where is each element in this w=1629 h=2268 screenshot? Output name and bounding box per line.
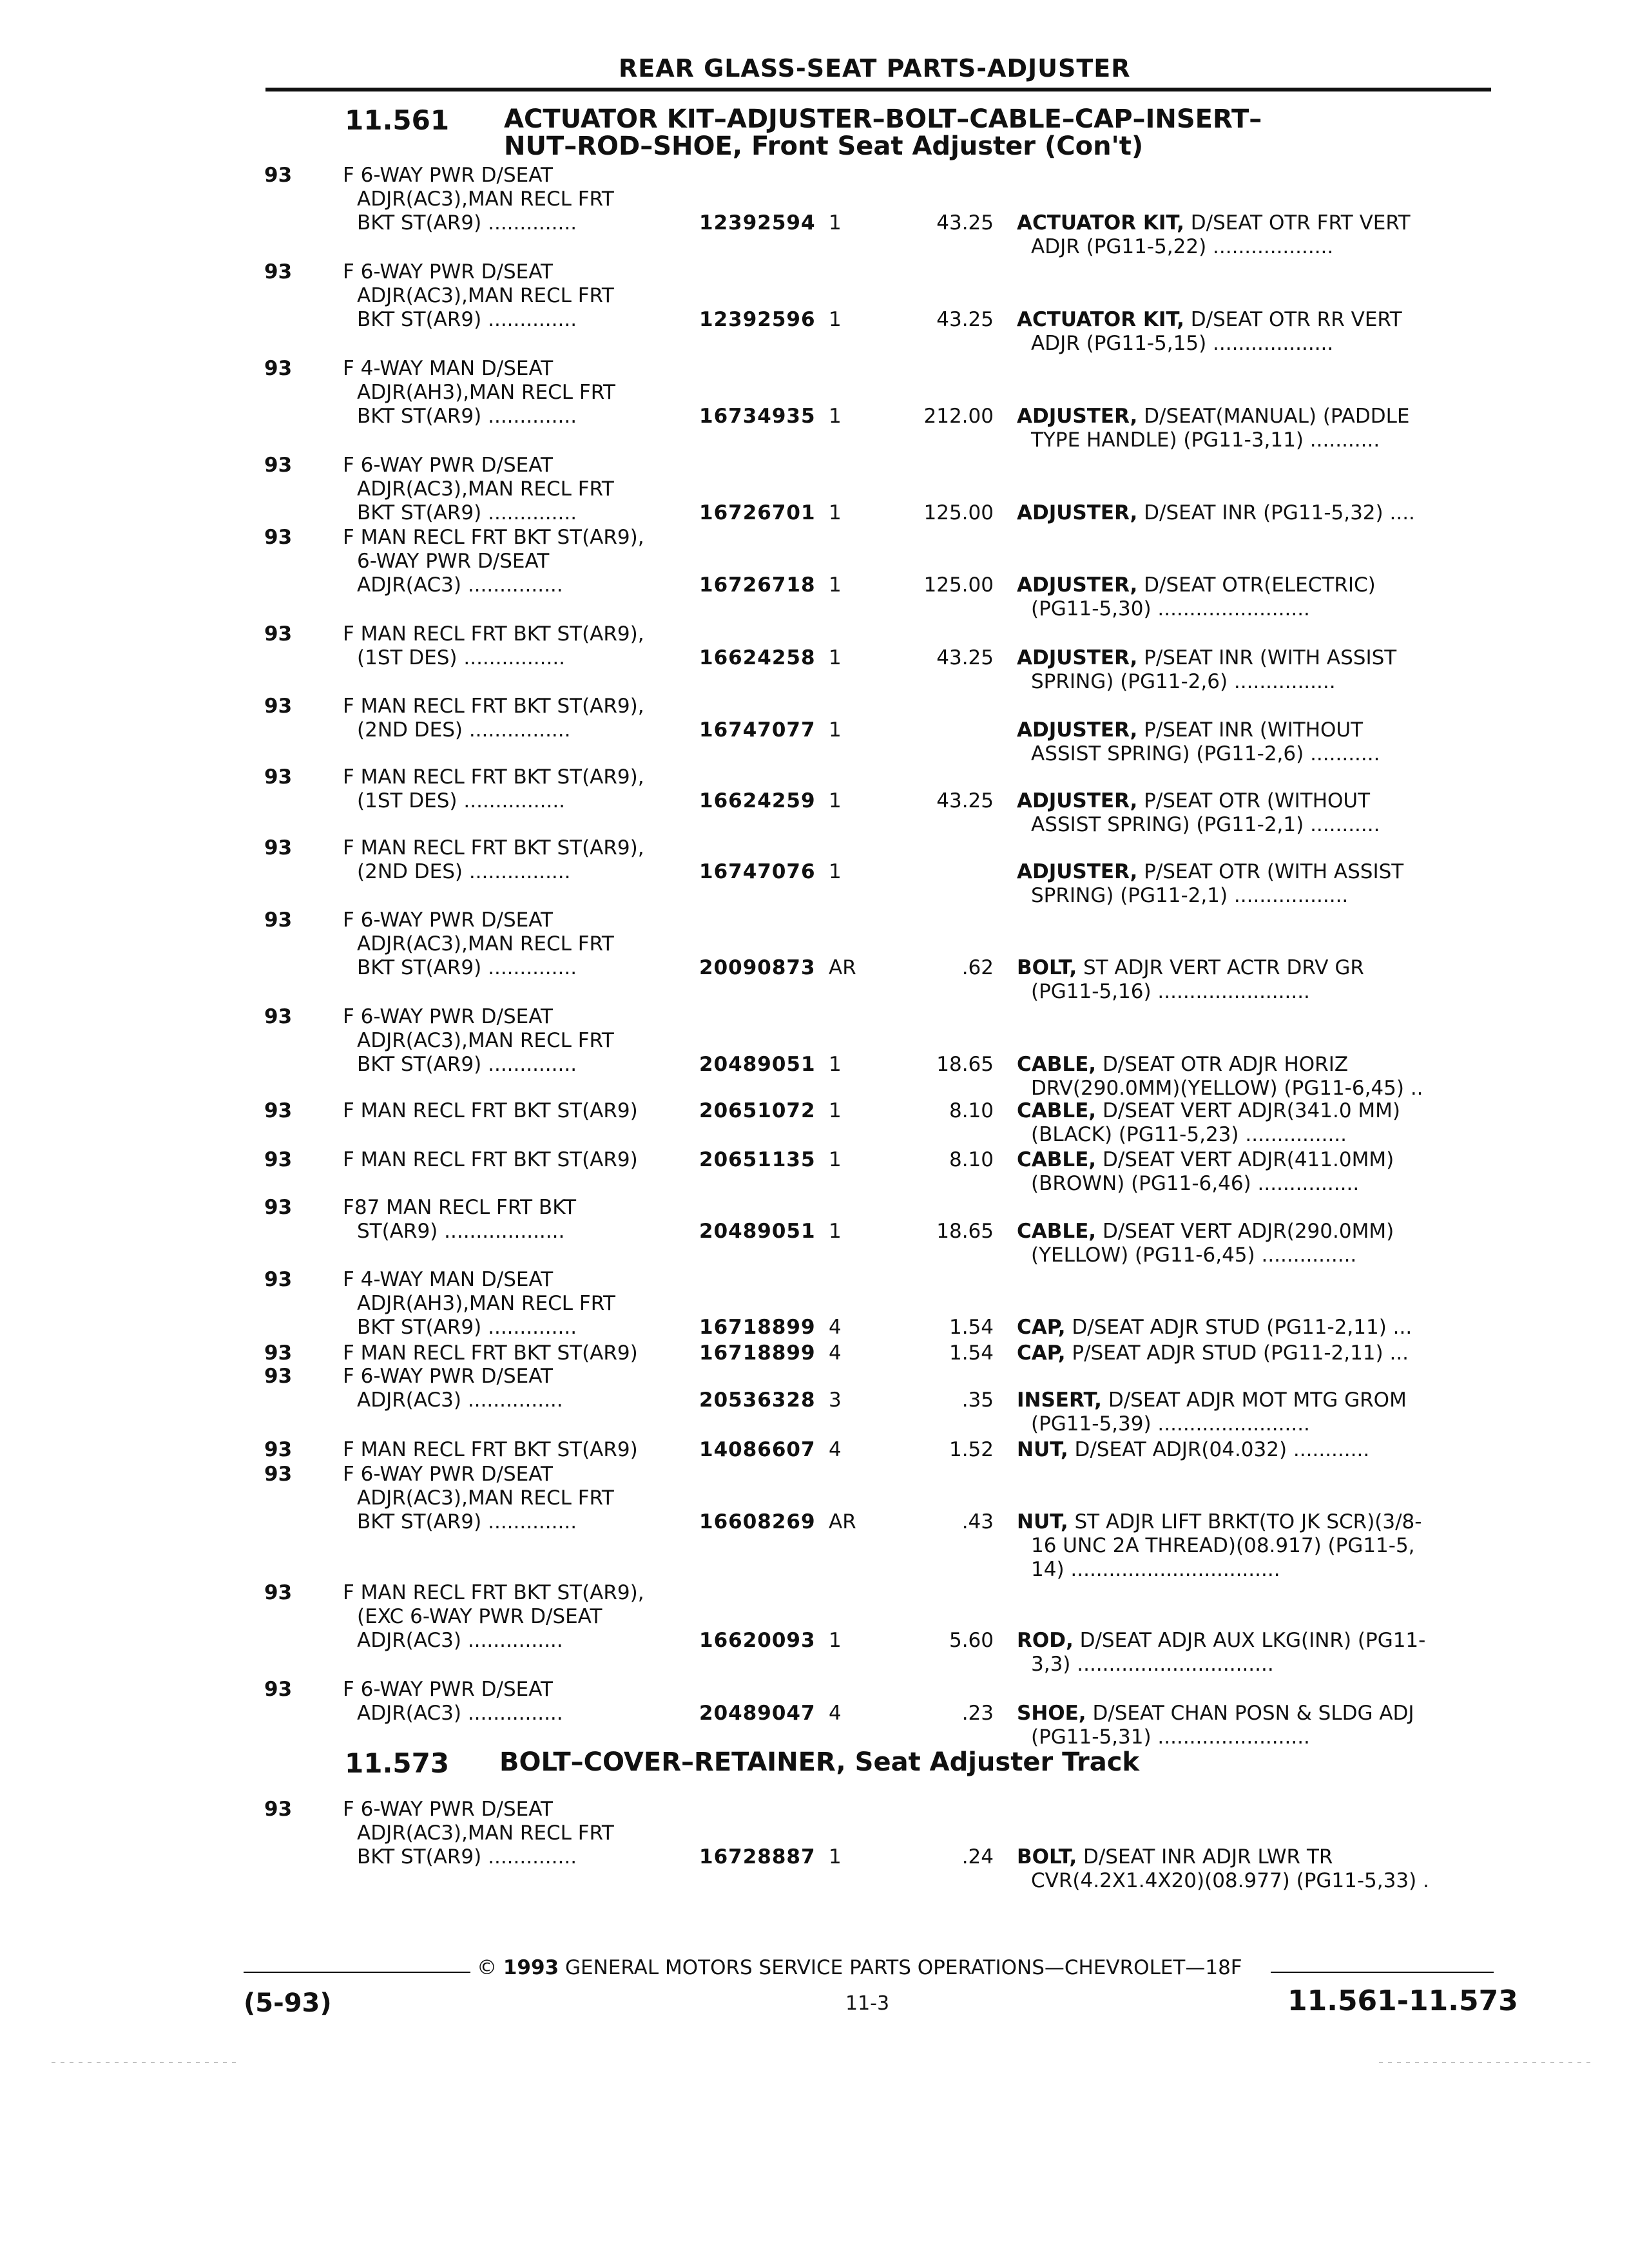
description-line: ADJR(AC3) ............... [357, 1629, 563, 1652]
part-name-detail: D/SEAT OTR(ELECTRIC) [1144, 573, 1376, 597]
part-name-detail: D/SEAT(MANUAL) (PADDLE [1144, 405, 1410, 428]
part-name [1017, 646, 1396, 694]
application-description [343, 1438, 638, 1462]
part-name-line [1017, 1341, 1409, 1365]
footer-rule-left [244, 1972, 470, 1973]
quantity: 1 [829, 211, 842, 235]
quantity: 1 [829, 501, 842, 524]
part-name-keyword: ACTUATOR KIT, [1017, 308, 1184, 331]
part-name [1017, 1389, 1407, 1436]
part-name-line: ADJR (PG11-5,15) ................... [1031, 332, 1334, 355]
model-year: 93 [264, 1005, 293, 1028]
model-year: 93 [264, 454, 293, 477]
part-number: 16728887 [699, 1845, 816, 1869]
model-year: 93 [264, 836, 293, 860]
price: 18.65 [936, 1053, 994, 1076]
part-name-keyword: BOLT, [1017, 1845, 1077, 1869]
part-number: 20489051 [699, 1053, 816, 1076]
part-name-detail: ST ADJR VERT ACTR DRV GR [1083, 956, 1364, 979]
description-line: F MAN RECL FRT BKT ST(AR9), [343, 836, 644, 860]
part-name-line: (PG11-5,39) ........................ [1031, 1412, 1310, 1436]
model-year: 93 [264, 1148, 293, 1171]
description-line: F 6-WAY PWR D/SEAT [343, 260, 553, 284]
application-description [343, 1341, 638, 1365]
description-line: ADJR(AC3),MAN RECL FRT [357, 284, 614, 307]
footer-copyright [477, 1956, 1242, 1979]
application-description [343, 908, 614, 980]
part-number: 20651072 [699, 1099, 816, 1122]
part-number: 16726718 [699, 573, 816, 597]
part-name-line [1017, 1438, 1369, 1462]
quantity: 1 [829, 573, 842, 597]
part-name-line [1017, 405, 1409, 428]
price: 1.54 [949, 1341, 994, 1365]
part-name-line [1017, 1389, 1407, 1412]
part-number: 14086607 [699, 1438, 816, 1461]
part-name-line [1017, 1845, 1429, 1869]
section-title-line2 [504, 133, 1143, 160]
description-line: F 6-WAY PWR D/SEAT [343, 1678, 553, 1701]
part-name-line [1017, 1316, 1412, 1340]
part-name-keyword: ADJUSTER, [1017, 573, 1138, 597]
description-line: BKT ST(AR9) .............. [357, 211, 577, 235]
part-name [1017, 1053, 1423, 1100]
part-name-line: ADJR (PG11-5,22) ................... [1031, 235, 1334, 258]
part-name-line: 16 UNC 2A THREAD)(08.917) (PG11-5, [1031, 1534, 1415, 1557]
part-number: 16718899 [699, 1341, 816, 1365]
part-name-keyword: CAP, [1017, 1316, 1066, 1339]
part-name-detail: ST ADJR LIFT BRKT(TO JK SCR)(3/8- [1074, 1510, 1422, 1533]
part-name-detail: D/SEAT CHAN POSN & SLDG ADJ [1092, 1702, 1414, 1725]
part-name [1017, 1341, 1409, 1365]
model-year: 93 [264, 260, 293, 284]
part-name [1017, 1099, 1400, 1147]
model-year: 93 [264, 1196, 293, 1219]
part-number: 16718899 [699, 1316, 816, 1339]
part-name-keyword: ACTUATOR KIT, [1017, 211, 1184, 235]
description-line: ADJR(AC3),MAN RECL FRT [357, 1486, 614, 1510]
part-name [1017, 1702, 1414, 1749]
description-line: F87 MAN RECL FRT BKT [343, 1196, 577, 1219]
part-name-detail: D/SEAT ADJR(04.032) ............ [1074, 1438, 1370, 1461]
footer-section-range: 11.561-11.573 [1287, 1984, 1518, 2017]
application-description [343, 622, 644, 670]
description-line: ADJR(AC3),MAN RECL FRT [357, 477, 614, 501]
copyright-symbol: © [477, 1956, 497, 1979]
quantity: 4 [829, 1341, 842, 1365]
part-name-detail: P/SEAT OTR (WITH ASSIST [1144, 860, 1404, 883]
application-description [343, 1268, 615, 1340]
description-line: (1ST DES) ................ [357, 646, 566, 669]
description-line: ADJR(AC3) ............... [357, 1702, 563, 1725]
description-line: F MAN RECL FRT BKT ST(AR9), [343, 526, 644, 549]
description-line: ADJR(AC3) ............... [357, 573, 563, 597]
section-title-line2-bold: NUT–ROD–SHOE, [504, 131, 743, 161]
description-line: F 4-WAY MAN D/SEAT [343, 1268, 554, 1291]
footer-page-number: 11-3 [845, 1992, 890, 2015]
description-line: ADJR(AC3),MAN RECL FRT [357, 932, 614, 956]
application-description [343, 765, 644, 813]
quantity: 1 [829, 718, 842, 742]
part-name-keyword: INSERT, [1017, 1389, 1102, 1412]
price: 43.25 [936, 308, 994, 331]
part-name-keyword: CABLE, [1017, 1220, 1097, 1243]
quantity: 1 [829, 1629, 842, 1652]
application-description [343, 695, 644, 742]
description-line: F MAN RECL FRT BKT ST(AR9), [343, 695, 644, 718]
description-line: F 6-WAY PWR D/SEAT [343, 1365, 553, 1388]
part-name-line [1017, 1099, 1400, 1123]
quantity: 1 [829, 1845, 842, 1869]
part-number: 16624258 [699, 646, 816, 669]
application-description [343, 836, 644, 884]
part-name-line: (BROWN) (PG11-6,46) ................ [1031, 1172, 1360, 1195]
part-name [1017, 1510, 1422, 1582]
part-name [1017, 501, 1415, 525]
part-name-line [1017, 956, 1364, 980]
part-name-line [1017, 1629, 1425, 1653]
part-name-line: ASSIST SPRING) (PG11-2,1) ........... [1031, 813, 1380, 836]
price: 18.65 [936, 1220, 994, 1243]
part-name-detail: D/SEAT VERT ADJR(290.0MM) [1102, 1220, 1394, 1243]
price: 1.52 [949, 1438, 994, 1461]
part-number: 12392596 [699, 308, 816, 331]
part-name-keyword: SHOE, [1017, 1702, 1086, 1725]
description-line: ADJR(AC3),MAN RECL FRT [357, 1029, 614, 1052]
description-line: (2ND DES) ................ [357, 718, 571, 742]
price: 8.10 [949, 1099, 994, 1122]
part-name [1017, 1148, 1394, 1196]
price: 5.60 [949, 1629, 994, 1652]
part-name-keyword: ADJUSTER, [1017, 718, 1138, 742]
quantity: 1 [829, 405, 842, 428]
application-description [343, 1581, 644, 1653]
model-year: 93 [264, 1463, 293, 1486]
part-number: 16608269 [699, 1510, 816, 1533]
footer-publisher: GENERAL MOTORS SERVICE PARTS OPERATIONS—CHEVROLET—18F [565, 1956, 1242, 1979]
description-line: F 6-WAY PWR D/SEAT [343, 908, 553, 932]
application-description [343, 1005, 614, 1077]
description-line: F 6-WAY PWR D/SEAT [343, 1798, 553, 1821]
part-name-detail: D/SEAT ADJR AUX LKG(INR) (PG11- [1079, 1629, 1426, 1652]
part-name-line [1017, 646, 1396, 670]
part-name-detail: D/SEAT OTR FRT VERT [1190, 211, 1411, 235]
part-name-detail: D/SEAT OTR ADJR HORIZ [1102, 1053, 1349, 1076]
footer-date: (5-93) [244, 1988, 332, 2018]
model-year: 93 [264, 1581, 293, 1604]
part-name-detail: D/SEAT INR (PG11-5,32) .... [1144, 501, 1415, 524]
part-number: 12392594 [699, 211, 816, 235]
description-line: F MAN RECL FRT BKT ST(AR9) [343, 1148, 638, 1171]
description-line: BKT ST(AR9) .............. [357, 1053, 577, 1076]
part-name [1017, 789, 1380, 837]
model-year: 93 [264, 908, 293, 932]
quantity: 1 [829, 1053, 842, 1076]
part-name-keyword: ADJUSTER, [1017, 646, 1138, 669]
model-year: 93 [264, 695, 293, 718]
description-line: F MAN RECL FRT BKT ST(AR9), [343, 622, 644, 646]
part-name [1017, 211, 1411, 259]
part-number: 20536328 [699, 1389, 816, 1412]
part-number: 20090873 [699, 956, 816, 979]
part-name-line [1017, 1053, 1423, 1077]
section-title-line2-rest: Front Seat Adjuster (Con't) [751, 131, 1144, 161]
part-number: 16747076 [699, 860, 816, 883]
quantity: AR [829, 956, 856, 979]
quantity: AR [829, 1510, 856, 1533]
part-name-keyword: ADJUSTER, [1017, 501, 1138, 524]
part-name-keyword: ADJUSTER, [1017, 405, 1138, 428]
part-name-detail: D/SEAT VERT ADJR(411.0MM) [1102, 1148, 1394, 1171]
application-description [343, 357, 615, 428]
application-description [343, 260, 614, 332]
application-description [343, 164, 614, 235]
part-name-detail: D/SEAT ADJR MOT MTG GROM [1108, 1389, 1407, 1412]
part-name-line: (PG11-5,31) ........................ [1031, 1725, 1310, 1749]
quantity: 1 [829, 646, 842, 669]
description-line: F 6-WAY PWR D/SEAT [343, 454, 553, 477]
price: .35 [961, 1389, 994, 1412]
description-line: BKT ST(AR9) .............. [357, 1316, 577, 1339]
quantity: 4 [829, 1702, 842, 1725]
application-description [343, 526, 644, 597]
price: 1.54 [949, 1316, 994, 1339]
part-name-line [1017, 1510, 1422, 1534]
quantity: 1 [829, 308, 842, 331]
description-line: BKT ST(AR9) .............. [357, 956, 577, 979]
quantity: 3 [829, 1389, 842, 1412]
description-line: (1ST DES) ................ [357, 789, 566, 812]
price: .43 [961, 1510, 994, 1533]
part-name-line: (PG11-5,30) ........................ [1031, 597, 1310, 620]
part-name-line: TYPE HANDLE) (PG11-3,11) ........... [1031, 428, 1380, 452]
model-year: 93 [264, 1365, 293, 1388]
scan-artifact-right [1379, 2062, 1592, 2063]
description-line: BKT ST(AR9) .............. [357, 308, 577, 331]
part-name [1017, 308, 1402, 356]
part-name-keyword: ADJUSTER, [1017, 860, 1138, 883]
quantity: 4 [829, 1316, 842, 1339]
price: 43.25 [936, 211, 994, 235]
price: .23 [961, 1702, 994, 1725]
section-title-bold: BOLT–COVER–RETAINER, [499, 1747, 846, 1777]
part-number: 20489047 [699, 1702, 816, 1725]
part-name-line: SPRING) (PG11-2,1) .................. [1031, 884, 1349, 907]
section-title-line1: ACTUATOR KIT–ADJUSTER–BOLT–CABLE–CAP–INSERT– [504, 104, 1262, 134]
part-name-keyword: CABLE, [1017, 1148, 1097, 1171]
description-line: F MAN RECL FRT BKT ST(AR9), [343, 1581, 644, 1604]
part-name-line: (YELLOW) (PG11-6,45) ............... [1031, 1244, 1357, 1267]
model-year: 93 [264, 357, 293, 380]
application-description [343, 1099, 638, 1123]
description-line: F MAN RECL FRT BKT ST(AR9) [343, 1099, 638, 1122]
model-year: 93 [264, 622, 293, 646]
model-year: 93 [264, 164, 293, 187]
model-year: 93 [264, 1438, 293, 1461]
description-line: F MAN RECL FRT BKT ST(AR9), [343, 765, 644, 789]
part-name-line [1017, 501, 1415, 525]
part-name-detail: P/SEAT INR (WITHOUT [1144, 718, 1364, 742]
model-year: 93 [264, 1678, 293, 1701]
description-line: ADJR(AC3),MAN RECL FRT [357, 1821, 614, 1845]
price: 43.25 [936, 789, 994, 812]
part-name-keyword: BOLT, [1017, 956, 1077, 979]
header-rule [265, 88, 1491, 91]
part-name-detail: P/SEAT INR (WITH ASSIST [1144, 646, 1397, 669]
part-name-line: (PG11-5,16) ........................ [1031, 980, 1310, 1003]
description-line: F MAN RECL FRT BKT ST(AR9) [343, 1341, 638, 1365]
model-year: 93 [264, 1798, 293, 1821]
part-name-keyword: CAP, [1017, 1341, 1066, 1365]
part-name-detail: D/SEAT VERT ADJR(341.0 MM) [1102, 1099, 1401, 1122]
part-name-keyword: ROD, [1017, 1629, 1074, 1652]
part-name-detail: D/SEAT INR ADJR LWR TR [1083, 1845, 1333, 1869]
part-name-line [1017, 1220, 1394, 1244]
part-name [1017, 1438, 1369, 1462]
part-number: 16624259 [699, 789, 816, 812]
application-description [343, 1798, 614, 1869]
part-name-detail: D/SEAT ADJR STUD (PG11-2,11) ... [1072, 1316, 1412, 1339]
model-year: 93 [264, 765, 293, 789]
description-line: ADJR(AC3),MAN RECL FRT [357, 187, 614, 211]
part-number: 16620093 [699, 1629, 816, 1652]
section-number: 11.561 [345, 104, 450, 136]
part-name-line: CVR(4.2X1.4X20)(08.977) (PG11-5,33) . [1031, 1869, 1429, 1892]
application-description [343, 1463, 614, 1534]
price: 125.00 [923, 573, 994, 597]
price: 43.25 [936, 646, 994, 669]
part-name-line [1017, 718, 1380, 742]
part-number: 20651135 [699, 1148, 816, 1171]
part-name-keyword: NUT, [1017, 1438, 1068, 1461]
part-name-keyword: CABLE, [1017, 1099, 1097, 1122]
description-line: F 6-WAY PWR D/SEAT [343, 1005, 553, 1028]
description-line: 6-WAY PWR D/SEAT [357, 550, 550, 573]
price: 125.00 [923, 501, 994, 524]
part-name [1017, 1845, 1429, 1893]
part-name-detail: P/SEAT OTR (WITHOUT [1144, 789, 1371, 812]
part-number: 16734935 [699, 405, 816, 428]
quantity: 1 [829, 1220, 842, 1243]
quantity: 1 [829, 860, 842, 883]
description-line: F MAN RECL FRT BKT ST(AR9) [343, 1438, 638, 1461]
description-line: ADJR(AH3),MAN RECL FRT [357, 381, 615, 404]
description-line: ADJR(AC3) ............... [357, 1389, 563, 1412]
price: 212.00 [923, 405, 994, 428]
description-line: ADJR(AH3),MAN RECL FRT [357, 1292, 615, 1315]
description-line: ST(AR9) ................... [357, 1220, 565, 1243]
part-name [1017, 405, 1409, 452]
part-number: 20489051 [699, 1220, 816, 1243]
description-line: F 6-WAY PWR D/SEAT [343, 164, 553, 187]
part-name-line: 3,3) ............................... [1031, 1653, 1274, 1676]
description-line: BKT ST(AR9) .............. [357, 1510, 577, 1533]
application-description [343, 454, 614, 525]
part-name-line: 14) ................................. [1031, 1558, 1280, 1581]
part-name [1017, 860, 1403, 908]
part-name [1017, 1316, 1412, 1340]
model-year: 93 [264, 1099, 293, 1122]
application-description [343, 1148, 638, 1172]
section-number: 11.573 [345, 1747, 450, 1779]
part-name-line [1017, 789, 1380, 813]
part-name-line [1017, 860, 1403, 884]
part-name-detail: P/SEAT ADJR STUD (PG11-2,11) ... [1072, 1341, 1409, 1365]
part-name-line: ASSIST SPRING) (PG11-2,6) ........... [1031, 742, 1380, 765]
application-description [343, 1196, 576, 1244]
footer-rule-right [1271, 1972, 1494, 1973]
description-line: (2ND DES) ................ [357, 860, 571, 883]
description-line: (EXC 6-WAY PWR D/SEAT [357, 1605, 602, 1628]
part-name-line: (BLACK) (PG11-5,23) ................ [1031, 1123, 1347, 1146]
application-description [343, 1365, 563, 1412]
part-name-keyword: NUT, [1017, 1510, 1068, 1533]
part-name-line [1017, 308, 1402, 332]
model-year: 93 [264, 1341, 293, 1365]
price: .24 [961, 1845, 994, 1869]
part-name-line: SPRING) (PG11-2,6) ................ [1031, 670, 1336, 693]
quantity: 1 [829, 789, 842, 812]
part-number: 16726701 [699, 501, 816, 524]
footer-year: 1993 [503, 1956, 559, 1979]
description-line: BKT ST(AR9) .............. [357, 1845, 577, 1869]
part-name-line: DRV(290.0MM)(YELLOW) (PG11-6,45) .. [1031, 1077, 1423, 1100]
quantity: 1 [829, 1148, 842, 1171]
part-name-line [1017, 1148, 1394, 1172]
part-name [1017, 1629, 1425, 1677]
part-name-keyword: ADJUSTER, [1017, 789, 1138, 812]
part-name-line [1017, 1702, 1414, 1725]
price: 8.10 [949, 1148, 994, 1171]
description-line: F 6-WAY PWR D/SEAT [343, 1463, 553, 1486]
part-name-detail: D/SEAT OTR RR VERT [1190, 308, 1402, 331]
part-name [1017, 573, 1376, 621]
model-year: 93 [264, 1268, 293, 1291]
scan-artifact-left [52, 2062, 238, 2063]
application-description [343, 1678, 563, 1725]
price: .62 [961, 956, 994, 979]
part-name-line [1017, 211, 1411, 235]
section-title-line1 [499, 1749, 1139, 1776]
part-name [1017, 1220, 1394, 1267]
quantity: 1 [829, 1099, 842, 1122]
part-name [1017, 718, 1380, 766]
part-name-line [1017, 573, 1376, 597]
description-line: BKT ST(AR9) .............. [357, 405, 577, 428]
page-header-title: REAR GLASS-SEAT PARTS-ADJUSTER [619, 54, 1131, 82]
description-line: BKT ST(AR9) .............. [357, 501, 577, 524]
part-name-keyword: CABLE, [1017, 1053, 1097, 1076]
description-line: F 4-WAY MAN D/SEAT [343, 357, 554, 380]
section-title-rest: Seat Adjuster Track [854, 1747, 1140, 1777]
part-number: 16747077 [699, 718, 816, 742]
quantity: 4 [829, 1438, 842, 1461]
model-year: 93 [264, 526, 293, 549]
part-name [1017, 956, 1364, 1004]
